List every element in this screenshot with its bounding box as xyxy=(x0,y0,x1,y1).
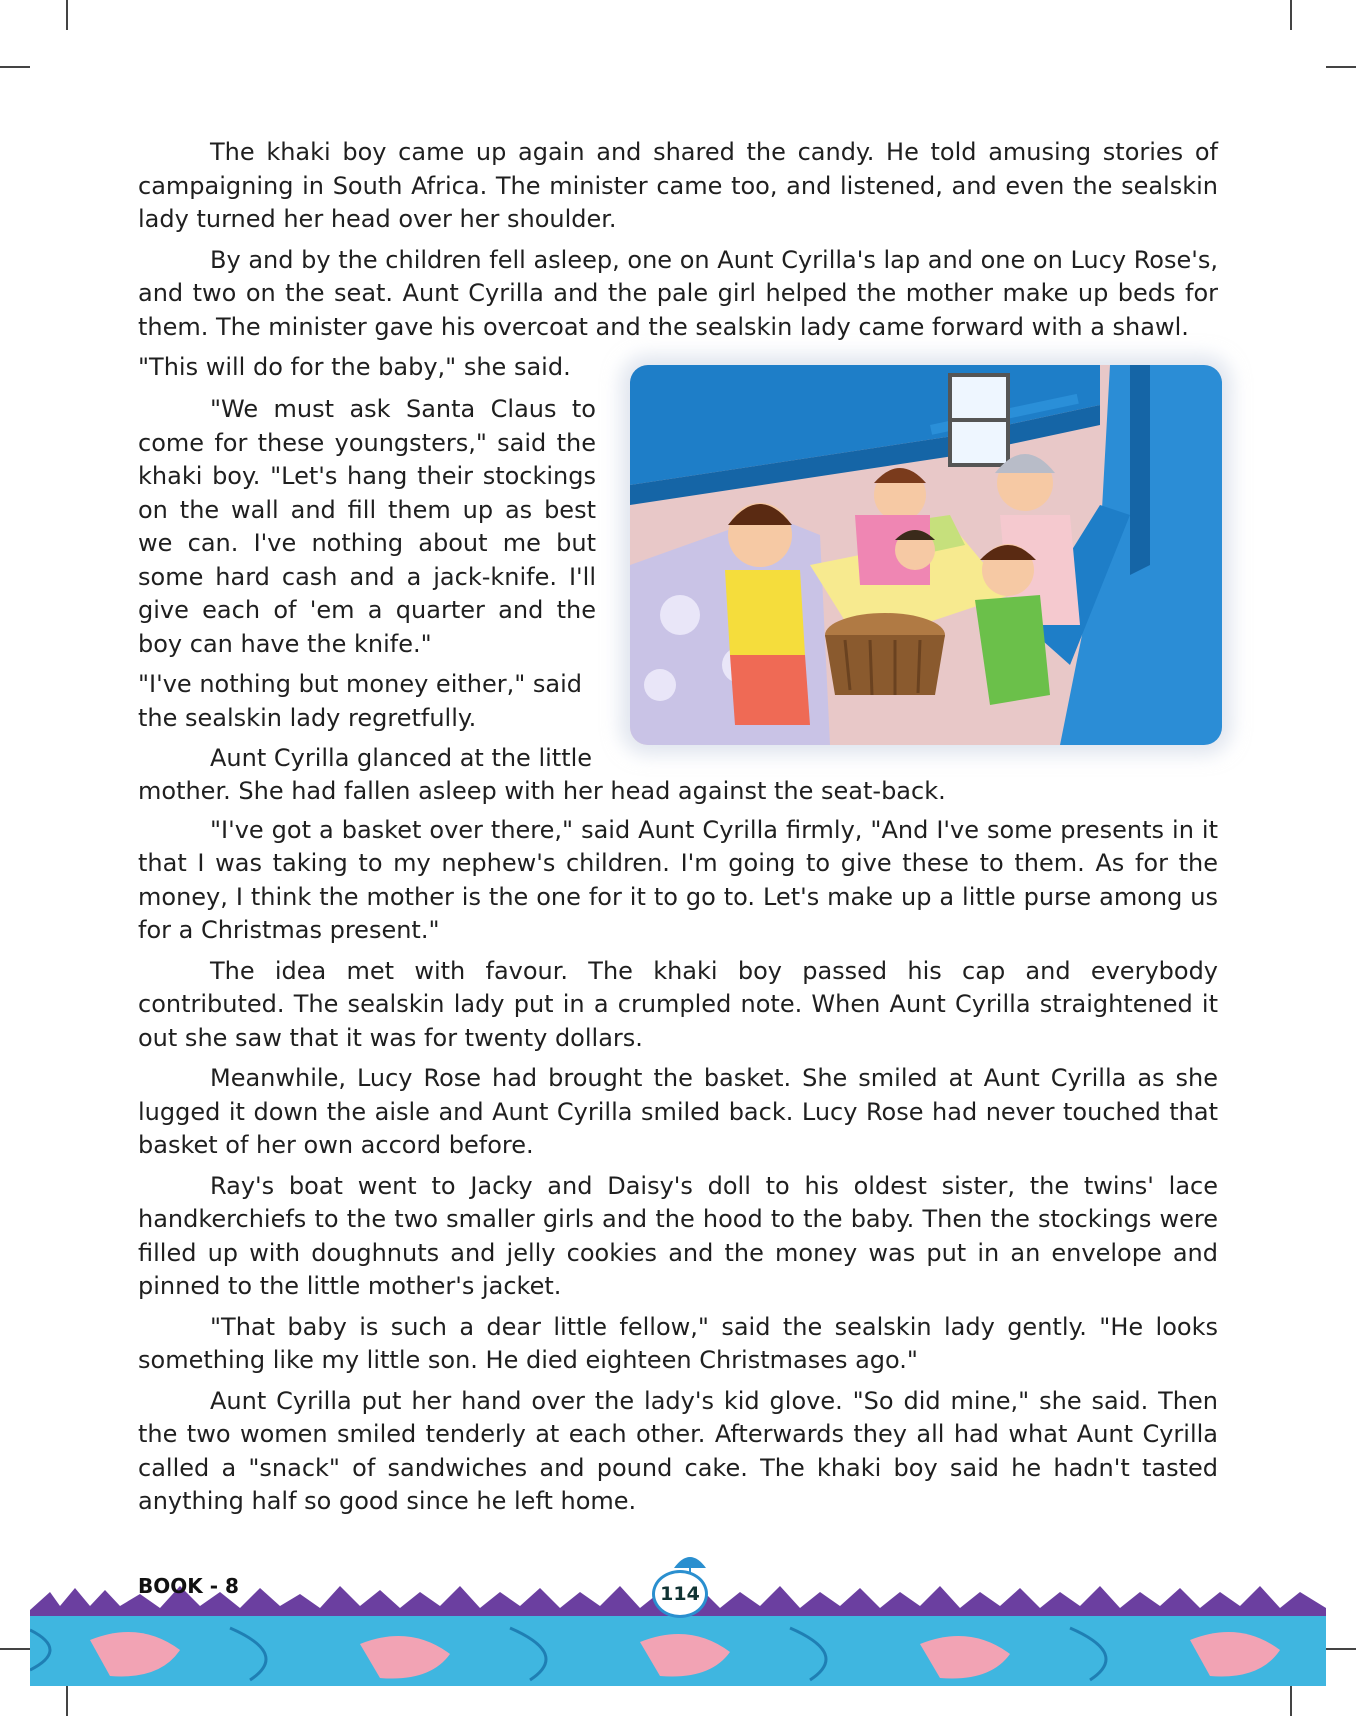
crop-mark xyxy=(0,1648,30,1650)
crop-mark xyxy=(1290,0,1292,30)
paragraph: Aunt Cyrilla put her hand over the lady's kid glove. "So did mine," she said. Then the two women smiled tenderly at each other. Afterwards they all had what Aunt Cyrilla called a "snack" of sandwiches and pound cake. The khaki boy said he hadn't tasted anything half so good since he left home. xyxy=(138,1386,1218,1515)
paragraph: "I've got a basket over there," said Aunt Cyrilla firmly, "And I've some presents in it that I was taking to my nephew's children. I'm going to give these to them. As for the money, I think the mother is the one for it to go to. Let's make up a little purse among us for a Christmas present." xyxy=(138,815,1218,944)
book-label: BOOK - 8 xyxy=(138,1574,239,1598)
crop-mark xyxy=(66,1686,68,1716)
column-text xyxy=(138,393,596,776)
page-number: 114 xyxy=(652,1570,708,1618)
continuation-text xyxy=(138,775,1218,1526)
paragraph-start: Aunt Cyrilla glanced at the little xyxy=(210,744,593,772)
crop-mark xyxy=(1326,66,1356,68)
paragraph: The idea met with favour. The khaki boy passed his cap and everybody contributed. The sealskin lady put in a crumpled note. When Aunt Cyrilla straightened it out she saw that it was for twenty dollars. xyxy=(138,956,1218,1052)
top-text xyxy=(138,136,1218,390)
crop-mark xyxy=(0,66,30,68)
paragraph: "This will do for the baby," she said. xyxy=(138,353,571,381)
paragraph: "That baby is such a dear little fellow," said the sealskin lady gently. "He looks something like my little son. He died eighteen Christmases ago." xyxy=(138,1312,1218,1374)
paragraph: The khaki boy came up again and shared the candy. He told amusing stories of campaigning in South Africa. The minister came too, and listened, and even the sealskin lady turned her head over her shoulder. xyxy=(138,138,1218,233)
paragraph-end: mother. She had fallen asleep with her head against the seat-back. xyxy=(138,777,946,805)
train-compartment-illustration xyxy=(630,365,1222,745)
crop-mark xyxy=(1326,1648,1356,1650)
paragraph: Ray's boat went to Jacky and Daisy's doll to his oldest sister, the twins' lace handkerchiefs to the two smaller girls and the hood to the baby. Then the stockings were filled up with doughnuts and jelly cookies and the money was put in an envelope and pinned to the little mother's jacket. xyxy=(138,1171,1218,1300)
paragraph: Meanwhile, Lucy Rose had brought the basket. She smiled at Aunt Cyrilla as she lugged it down the aisle and Aunt Cyrilla smiled back. Lucy Rose had never touched that basket of her own accord before. xyxy=(138,1064,1218,1159)
crop-mark xyxy=(1290,1686,1292,1716)
paragraph: "I've nothing but money either," said the sealskin lady regretfully. xyxy=(138,670,583,732)
paragraph: "We must ask Santa Claus to come for these youngsters," said the khaki boy. "Let's hang their stockings on the wall and fill them up as best we can. I've nothing about me but some hard cash and a jack-knife. I'll give each of 'em a quarter and the boy can have the knife." xyxy=(138,395,596,658)
crop-mark xyxy=(66,0,68,30)
paragraph: By and by the children fell asleep, one on Aunt Cyrilla's lap and one on Lucy Rose's, and two on the seat. Aunt Cyrilla and the pale girl helped the mother make up beds for them. The minister gave his overcoat and the sealskin lady came forward with a shawl. xyxy=(138,245,1218,341)
